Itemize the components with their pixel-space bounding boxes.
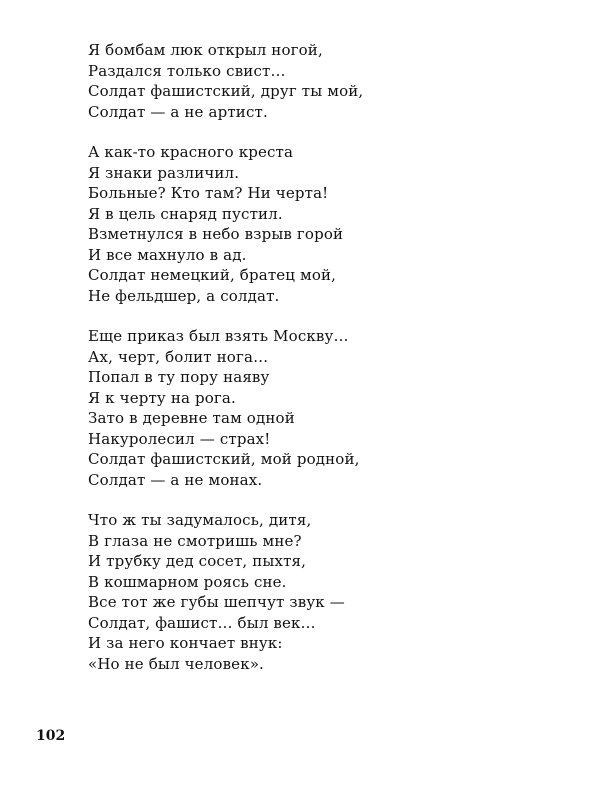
poem-line: Все тот же губы шепчут звук — <box>88 593 345 611</box>
poem-line: Солдат немецкий, братец мой, <box>88 266 337 284</box>
poem-line: Зато в деревне там одной <box>88 409 295 427</box>
stanza-4 <box>88 510 568 674</box>
poem-line: Я к черту на рога. <box>88 388 236 407</box>
stanza-3 <box>88 326 568 490</box>
poem-line: Ах, черт, болит нога… <box>88 347 269 366</box>
poem-line: А как-то красного креста <box>88 143 294 161</box>
poem-line: Солдат — а не монах. <box>88 470 263 489</box>
poem-line: Я бомбам люк открыл ногой, <box>88 41 323 59</box>
poem-line: Раздался только свист… <box>88 61 286 80</box>
poem-line: Не фельдшер, а солдат. <box>88 286 280 305</box>
poem-line: «Но не был человек». <box>88 654 264 673</box>
poem-body <box>88 40 568 674</box>
poem-line: Что ж ты задумалось, дитя, <box>88 511 312 529</box>
poem-line: Накуролесил — страх! <box>88 429 271 448</box>
poem-line: Взметнулся в небо взрыв горой <box>88 225 344 243</box>
poem-line: В кошмарном роясь сне. <box>88 572 287 591</box>
poem-line: Солдат — а не артист. <box>88 102 268 121</box>
poem-line: И все махнуло в ад. <box>88 245 247 264</box>
poem-line: Я в цель снаряд пустил. <box>88 204 283 223</box>
poem-line: Солдат, фашист… был век… <box>88 613 316 632</box>
page-number: 102 <box>36 728 66 744</box>
poem-line: Солдат фашистский, мой родной, <box>88 450 360 468</box>
poem-line: Еще приказ был взять Москву… <box>88 327 349 345</box>
poem-line: Я знаки различил. <box>88 163 240 182</box>
poem-line: И трубку дед сосет, пыхтя, <box>88 552 307 570</box>
stanza-1 <box>88 40 568 122</box>
stanza-2 <box>88 142 568 306</box>
poem-line: И за него кончает внук: <box>88 634 283 652</box>
poem-line: Больные? Кто там? Ни черта! <box>88 184 329 202</box>
poem-line: Попал в ту пору наяву <box>88 368 270 386</box>
poem-line: В глаза не смотришь мне? <box>88 531 302 550</box>
poem-line: Солдат фашистский, друг ты мой, <box>88 82 364 100</box>
